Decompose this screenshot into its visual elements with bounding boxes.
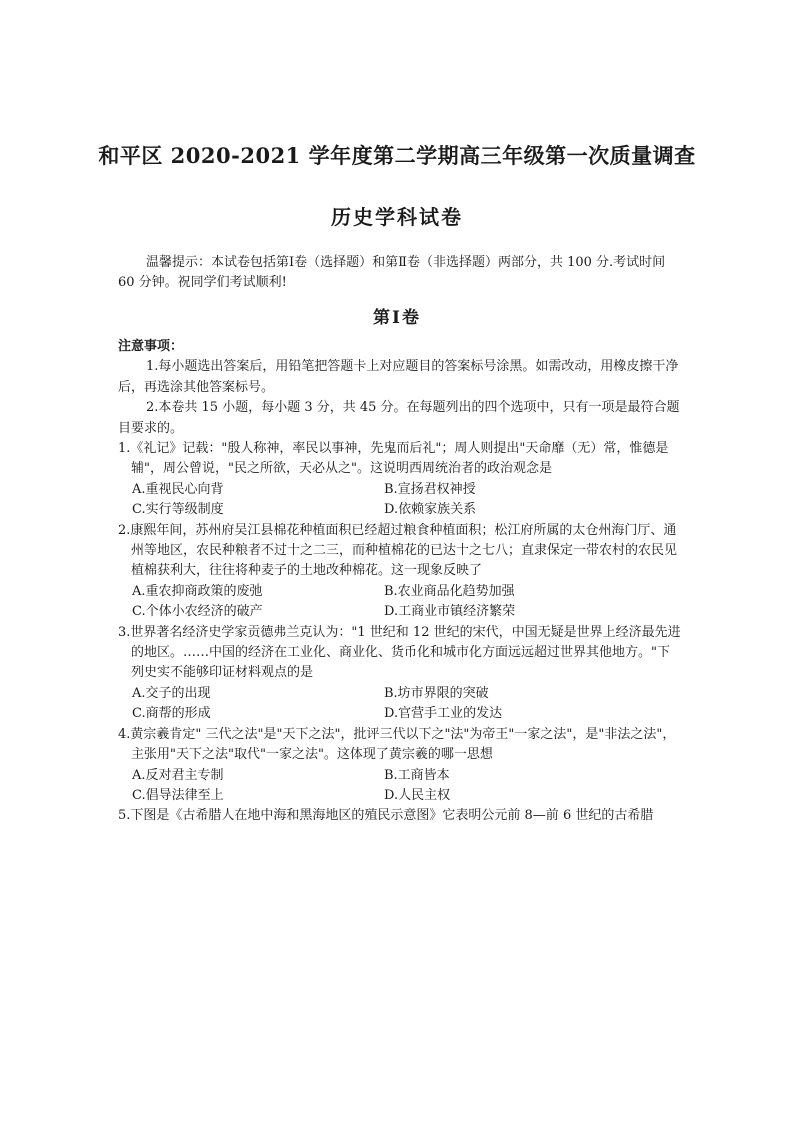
option-a[interactable]: A.反对君主专制 (132, 767, 224, 783)
notes-heading: 注意事项： (118, 339, 184, 354)
option-a[interactable]: A.交子的出现 (132, 685, 211, 701)
question-3 (118, 623, 682, 725)
option-b[interactable]: B.工商皆本 (384, 767, 450, 783)
option-c[interactable]: C.商帮的形成 (132, 706, 211, 722)
question-text: 下图是《古希腊人在地中海和黑海地区的殖民示意图》它表明公元前 8—前 6 世纪的古希腊 (130, 808, 654, 824)
question-stem (118, 439, 682, 480)
question-text: 康熙年间，苏州府吴江县棉花种植面积已经超过粮食种植面积；松江府所属的太仓州海门厅、通州等地区，农民种粮者不过十之二三，而种植棉花的已达十之七八；直隶保定一带农村的农民见植棉获利大，往往将种麦子的土地改种棉花。这一现象反映了 (130, 522, 678, 579)
question-text: 黄宗羲肯定" 三代之法"是"天下之法"，批评三代以下之"法"为帝王"一家之法"，是"非法之法"，主张用"天下之法"取代"一家之法"。这体现了黄宗羲的哪一思想 (130, 726, 676, 763)
option-d[interactable]: D.官营手工业的发达 (384, 706, 503, 722)
question-number: 2. (118, 522, 131, 538)
option-list (118, 766, 682, 807)
option-d[interactable]: D.依赖家族关系 (384, 502, 477, 518)
option-c[interactable]: C.个体小农经济的破产 (132, 604, 263, 620)
option-list (118, 480, 682, 521)
exam-notice: 温馨提示：本试卷包括第Ⅰ卷（选择题）和第Ⅱ卷（非选择题）两部分，共 100 分.考试时间 60 分钟。祝同学们考试顺利! (118, 255, 666, 290)
question-number: 4. (118, 726, 131, 742)
exam-body (118, 337, 682, 827)
question-stem (118, 623, 682, 684)
option-b[interactable]: B.坊市界限的突破 (384, 685, 489, 701)
option-c[interactable]: C.实行等级制度 (132, 502, 224, 518)
option-a[interactable]: A.重农抑商政策的废弛 (132, 583, 263, 599)
note-item: 1.每小题选出答案后，用铅笔把答题卡上对应题目的答案标号涂黑。如需改动，用橡皮擦干净后，再选涂其他答案标号。 (118, 359, 679, 395)
question-number: 5. (118, 808, 131, 824)
question-5 (118, 806, 682, 826)
question-stem (118, 521, 682, 582)
exam-title: 和平区 2020-2021 学年度第二学期高三年级第一次质量调查 (98, 143, 696, 168)
option-a[interactable]: A.重视民心向背 (132, 481, 224, 497)
question-stem (118, 806, 682, 826)
option-list (118, 684, 682, 725)
question-text: 《礼记》记载："殷人称神，率民以事神，先鬼而后礼"；周人则提出"天命靡（无）常，惟德是辅"，周公曾说，"民之所欲，天必从之"。这说明西周统治者的政治观念是 (130, 441, 669, 477)
question-text: 世界著名经济史学家贡德弗兰克认为："1 世纪和 12 世纪的宋代，中国无疑是世界上经济最先进的地区。……中国的经济在工业化、商业化、货币化和城市化方面远远超过世界其他地方。"下列史实不能够印证材料观点的是 (130, 624, 681, 681)
option-c[interactable]: C.倡导法律至上 (132, 787, 224, 803)
question-4 (118, 725, 682, 807)
option-list (118, 582, 682, 623)
question-stem (118, 725, 682, 766)
volume-heading: 第Ⅰ卷 (373, 308, 421, 328)
option-d[interactable]: D.工商业市镇经济繁荣 (384, 604, 516, 620)
option-d[interactable]: D.人民主权 (384, 787, 451, 803)
question-number: 1. (118, 441, 131, 457)
question-2 (118, 521, 682, 623)
option-b[interactable]: B.宣扬君权神授 (384, 481, 476, 497)
option-b[interactable]: B.农业商品化趋势加强 (384, 583, 515, 599)
note-item: 2.本卷共 15 小题，每小题 3 分，共 45 分。在每题列出的四个选项中，只有一项是最符合题目要求的。 (118, 400, 680, 436)
question-1 (118, 439, 682, 521)
exam-subtitle: 历史学科试卷 (331, 205, 463, 229)
question-number: 3. (118, 624, 131, 640)
